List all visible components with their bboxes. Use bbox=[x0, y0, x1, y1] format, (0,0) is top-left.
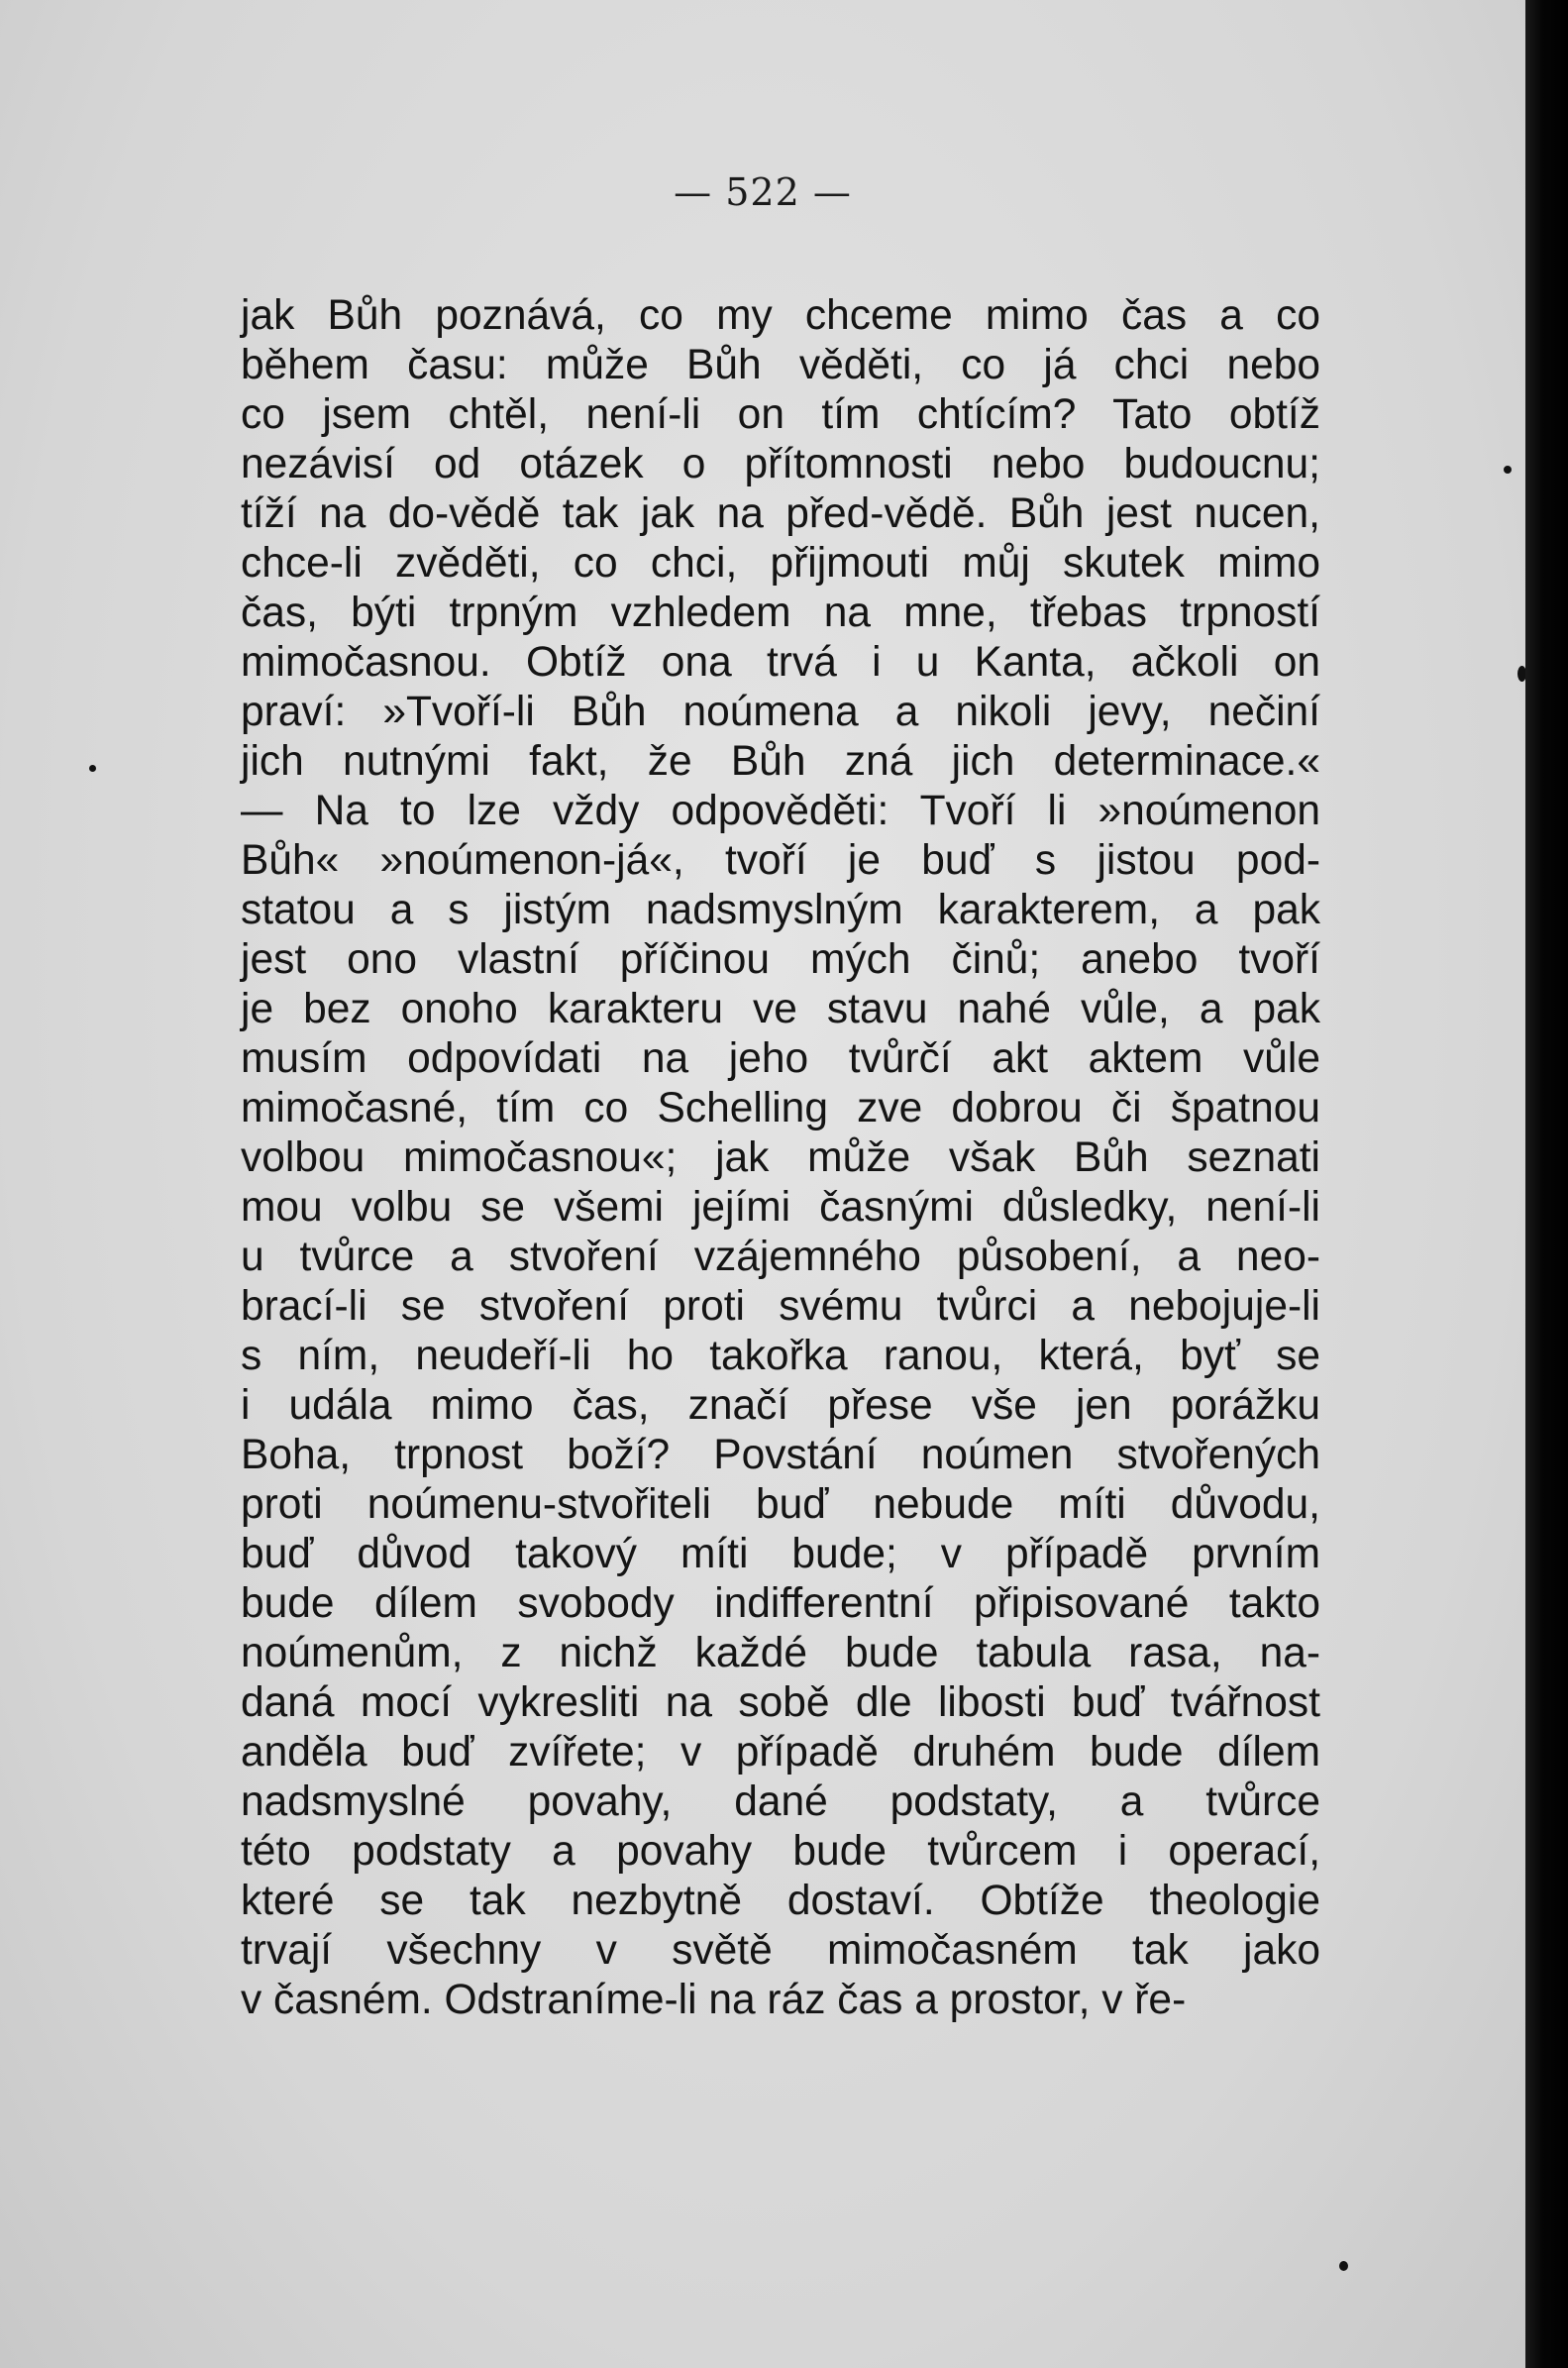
text-line: čas, býti trpným vzhledem na mne, třebas trpností bbox=[241, 590, 1320, 636]
text-line: buď důvod takový míti bude; v případě prvním bbox=[241, 1531, 1320, 1577]
text-line: jest ono vlastní příčinou mých činů; anebo tvoří bbox=[241, 936, 1320, 983]
text-line: nadsmyslné povahy, dané podstaty, a tvůrce bbox=[241, 1778, 1320, 1825]
text-line: které se tak nezbytně dostaví. Obtíže theologie bbox=[241, 1878, 1320, 1924]
text-line: tíží na do-vědě tak jak na před-vědě. Bůh jest nucen, bbox=[241, 490, 1320, 537]
text-line: mou volbu se všemi jejími časnými důsledky, není-li bbox=[241, 1184, 1320, 1231]
text-line: během času: může Bůh věděti, co já chci nebo bbox=[241, 342, 1320, 388]
text-line: jich nutnými fakt, že Bůh zná jich determinace.« bbox=[241, 738, 1320, 785]
text-line: trvají všechny v světě mimočasném tak jako bbox=[241, 1927, 1320, 1974]
text-line: praví: »Tvoří-li Bůh noúmena a nikoli jevy, nečiní bbox=[241, 689, 1320, 735]
text-line: v časném. Odstraníme-li na ráz čas a prostor, v ře- bbox=[241, 1977, 1187, 2023]
text-line: s ním, neudeří-li ho takořka ranou, která, byť se bbox=[241, 1333, 1320, 1379]
text-line: statou a s jistým nadsmyslným karakterem, a pak bbox=[241, 887, 1320, 933]
text-line: u tvůrce a stvoření vzájemného působení, a neo- bbox=[241, 1234, 1320, 1280]
text-line: této podstaty a povahy bude tvůrcem i operací, bbox=[241, 1828, 1320, 1875]
ink-speck bbox=[1517, 666, 1525, 682]
ink-speck bbox=[1504, 466, 1512, 474]
text-line: jak Bůh poznává, co my chceme mimo čas a co bbox=[241, 292, 1320, 339]
text-line: anděla buď zvířete; v případě druhém bude dílem bbox=[241, 1729, 1320, 1776]
page-number: — 522 — bbox=[674, 170, 852, 214]
text-line: Bůh« »noúmenon-já«, tvoří je buď s jistou pod- bbox=[241, 837, 1320, 884]
text-line: Boha, trpnost boží? Povstání noúmen stvořených bbox=[241, 1432, 1320, 1478]
body-text bbox=[241, 291, 1320, 2025]
text-line: co jsem chtěl, není-li on tím chtícím? Tato obtíž bbox=[241, 391, 1320, 438]
book-edge bbox=[1525, 0, 1568, 2368]
ink-speck bbox=[89, 765, 96, 772]
text-line: nezávisí od otázek o přítomnosti nebo budoucnu; bbox=[241, 441, 1320, 487]
text-line: volbou mimočasnou«; jak může však Bůh seznati bbox=[241, 1134, 1320, 1181]
text-line: brací-li se stvoření proti svému tvůrci a nebojuje-li bbox=[241, 1283, 1320, 1330]
text-line: — Na to lze vždy odpověděti: Tvoří li »noúmenon bbox=[241, 788, 1320, 834]
text-line: je bez onoho karakteru ve stavu nahé vůle, a pak bbox=[241, 986, 1320, 1032]
text-line: i udála mimo čas, značí přese vše jen porážku bbox=[241, 1382, 1320, 1429]
text-line: mimočasné, tím co Schelling zve dobrou či špatnou bbox=[241, 1085, 1320, 1131]
ink-speck bbox=[1339, 2261, 1348, 2271]
text-line: proti noúmenu-stvořiteli buď nebude míti důvodu, bbox=[241, 1481, 1320, 1528]
text-line: noúmenům, z nichž každé bude tabula rasa, na- bbox=[241, 1630, 1320, 1676]
text-line: daná mocí vykresliti na sobě dle libosti buď tvářnost bbox=[241, 1679, 1320, 1726]
text-line: bude dílem svobody indifferentní připisované takto bbox=[241, 1580, 1320, 1627]
text-line: musím odpovídati na jeho tvůrčí akt aktem vůle bbox=[241, 1035, 1320, 1082]
text-line: chce-li zvěděti, co chci, přijmouti můj skutek mimo bbox=[241, 540, 1320, 587]
text-line: mimočasnou. Obtíž ona trvá i u Kanta, ačkoli on bbox=[241, 639, 1320, 686]
